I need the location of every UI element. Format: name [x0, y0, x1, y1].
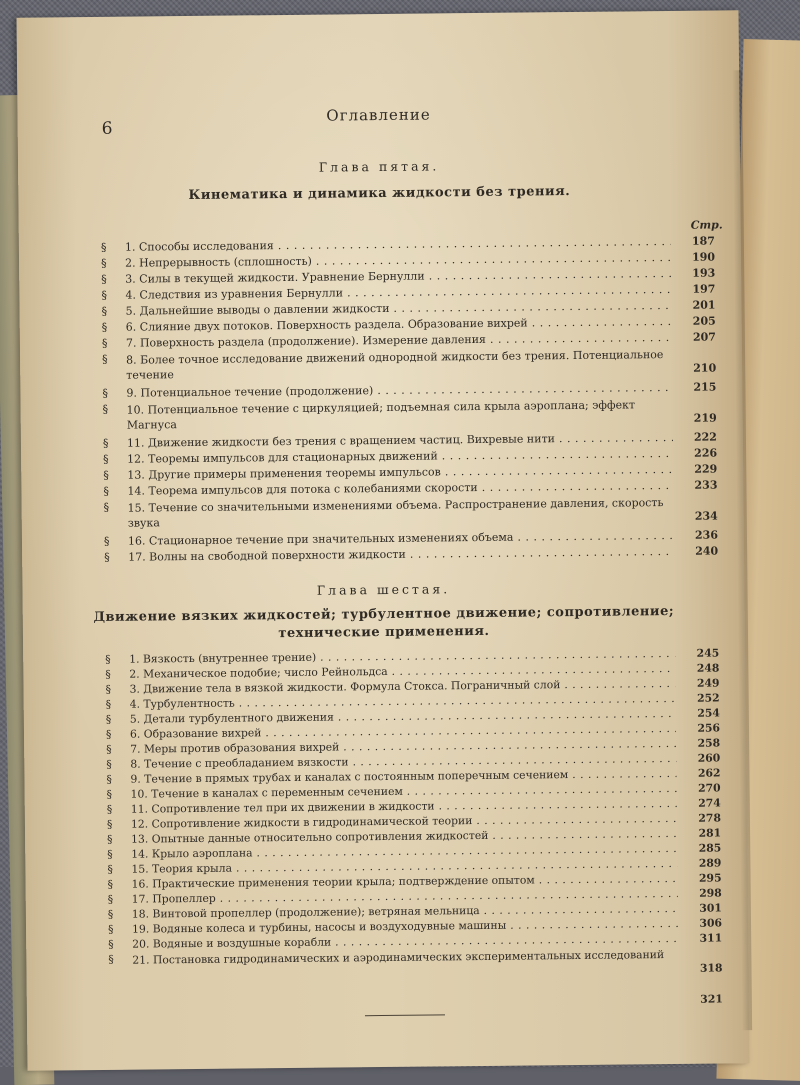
section-sign: §: [108, 937, 114, 951]
section-sign: §: [108, 952, 114, 966]
toc-entry-page: 215: [693, 380, 717, 394]
toc-entry-page: 236: [694, 528, 719, 542]
section-sign: §: [107, 847, 113, 861]
toc-entry-text: 18. Винтовой пропеллер (продолжение); ветряная мельница . . .: [132, 902, 678, 922]
chapter6-title-line1: Движение вязких жидкостей; турбулентное движение; сопротивление;: [93, 603, 675, 626]
toc-entry-text: 6. Образование вихрей . . .: [130, 722, 676, 742]
toc-entry-page: 258: [697, 736, 721, 750]
toc-entry-text: 17. Волны на свободной поверхности жидкости . . .: [128, 545, 674, 565]
toc-entry-text: 8. Более точное исследование движений однородной жидкости без трения. Потенциальное течение: [126, 348, 664, 382]
section-sign: §: [103, 452, 109, 466]
toc-entry-page: 274: [698, 796, 721, 810]
section-sign: §: [106, 757, 112, 771]
toc-entry-page: 190: [692, 250, 716, 264]
section-sign: §: [107, 832, 113, 846]
section-sign: §: [105, 667, 111, 681]
toc-entry-text: 13. Опытные данные относительно сопротивления жидкостей . . .: [131, 827, 677, 847]
running-head: Оглавление: [326, 105, 431, 125]
toc-entry-page: 219: [693, 411, 717, 425]
toc-entry-text: 15. Течение со значительными изменениями объема. Распространение давления, скорость звука: [127, 496, 664, 530]
toc-entry-page: 245: [696, 646, 720, 660]
chapter5-title: Кинематика и динамика жидкости без трения.: [188, 184, 571, 204]
toc-entry-page: 248: [696, 661, 720, 675]
toc-entry-text: 7. Поверхность раздела (продолжение). Измерение давления . . .: [126, 331, 672, 351]
section-sign: §: [106, 802, 113, 816]
toc-entry-page: 197: [692, 282, 716, 296]
toc-entry-page: 187: [691, 234, 715, 248]
toc-entry-page: 207: [692, 330, 716, 344]
toc-entry-page: 222: [693, 430, 718, 444]
toc-entry-text: 2. Механическое подобие; число Рейнольдса . . .: [129, 662, 675, 682]
chapter6-title-line2: технические применения.: [278, 623, 490, 642]
section-sign: §: [100, 240, 107, 254]
toc-entry-text: 3. Движение тела в вязкой жидкости. Формула Стокса. Пограничный слой . . .: [129, 677, 675, 697]
section-sign: §: [105, 727, 112, 741]
toc-entry-text: 10. Течение в каналах с переменным сечением . . .: [131, 782, 677, 802]
toc-entry-page: 301: [699, 901, 722, 915]
toc-entry-text: 11. Сопротивление тел при их движении в жидкости . . .: [131, 797, 677, 817]
toc-entry-page: 256: [697, 721, 721, 735]
toc-entry-text: 4. Турбулентность . . .: [130, 692, 676, 712]
page-number: 6: [101, 118, 113, 139]
section-sign: §: [105, 652, 111, 666]
toc-final-page: 321: [700, 992, 723, 1006]
section-sign: §: [102, 386, 109, 400]
toc-entry-page: 201: [692, 298, 716, 312]
toc-entry-text: 16. Практические применения теории крыла; подтверждение опытом . . .: [132, 872, 678, 892]
toc-entry-page: 234: [694, 509, 718, 523]
section-sign: §: [107, 892, 114, 906]
section-sign: §: [107, 877, 114, 891]
toc-entry-text: 3. Силы в текущей жидкости. Уравнение Бернулли . . .: [125, 267, 671, 287]
toc-entry-page: 210: [693, 361, 717, 375]
toc-entry-text: 17. Пропеллер . . .: [132, 887, 678, 907]
toc-entry-text: 13. Другие примеры применения теоремы импульсов . . .: [127, 463, 673, 483]
toc-entry: [108, 946, 722, 982]
section-sign: §: [106, 817, 113, 831]
toc-entry-text: 12. Теоремы импульсов для стационарных движений . . .: [127, 447, 673, 467]
section-sign: §: [104, 550, 110, 564]
toc-entry-page: 193: [692, 266, 716, 280]
toc-entry-page: 270: [697, 781, 721, 795]
toc-entry-page: 260: [697, 751, 721, 765]
section-sign: §: [101, 256, 107, 270]
section-sign: §: [101, 304, 108, 318]
section-sign: §: [107, 862, 113, 876]
toc-entry-text: 8. Течение с преобладанием вязкости . . .: [130, 752, 676, 772]
toc-entry-text: 1. Способы исследования . . .: [125, 235, 671, 255]
section-sign: §: [103, 484, 110, 498]
toc-entry-page: 298: [699, 886, 722, 900]
chapter6-toc: [17, 10, 750, 1071]
section-sign: §: [106, 787, 113, 801]
section-sign: §: [107, 922, 114, 936]
section-sign: §: [103, 468, 109, 482]
toc-entry-page: 229: [694, 462, 718, 476]
toc-entry-text: 10. Потенциальное течение с циркуляцией; подъемная сила крыла аэроплана; эффект Магнуса: [126, 398, 636, 432]
section-sign: §: [103, 500, 110, 514]
toc-entry-text: 6. Слияние двух потоков. Поверхность раздела. Образование вихрей . . .: [126, 315, 672, 335]
section-sign: §: [103, 534, 110, 548]
toc-entry-text: 21. Постановка гидродинамических и аэродинамических экспериментальных исследований: [132, 948, 665, 967]
section-sign: §: [106, 742, 112, 756]
page-column-label: Стр.: [690, 218, 723, 232]
toc-entry-text: 4. Следствия из уравнения Бернулли . . .: [125, 283, 671, 303]
chapter5-heading: Глава пятая.: [318, 158, 440, 175]
toc-entry-text: 15. Теория крыла . . .: [131, 857, 677, 877]
toc-entry-text: 7. Меры против образования вихрей . . .: [130, 737, 676, 757]
section-sign: §: [102, 402, 109, 416]
section-sign: §: [105, 697, 112, 711]
toc-entry-page: 262: [697, 766, 721, 780]
toc-entry-page: 252: [697, 691, 720, 705]
toc-entry-text: 16. Стационарное течение при значительных изменениях объема . . .: [128, 529, 674, 549]
toc-entry-page: 278: [698, 811, 721, 825]
section-sign: §: [105, 682, 112, 696]
toc-entry-page: 289: [698, 856, 722, 870]
toc-entry-page: 240: [695, 544, 719, 558]
toc-entry-page: 318: [699, 961, 723, 975]
toc-entry-text: 5. Детали турбулентного движения . . .: [130, 707, 676, 727]
toc-entry-page: 249: [696, 676, 720, 690]
toc-entry-page: 226: [694, 446, 718, 460]
toc-entry-page: 285: [698, 841, 722, 855]
toc-entry-page: 205: [692, 314, 716, 328]
toc-entry-page: 306: [699, 916, 723, 930]
toc-entry-text: 14. Крыло аэроплана . . .: [131, 842, 677, 862]
book-page: [17, 10, 750, 1071]
toc-entry-page: 254: [697, 706, 720, 720]
chapter6-heading: Глава шестая.: [316, 581, 451, 598]
section-sign: §: [102, 352, 108, 366]
toc-entry-page: 233: [694, 478, 718, 492]
toc-entry-page: 311: [699, 931, 723, 945]
toc-entry-text: 2. Непрерывность (сплошность) . . .: [125, 251, 671, 271]
section-sign: §: [105, 712, 112, 726]
toc-entry-text: 20. Водяные и воздушные корабли . . .: [132, 932, 678, 952]
section-sign: §: [102, 436, 109, 450]
toc-entry-text: 1. Вязкость (внутреннее трение) . . .: [129, 647, 675, 667]
toc-entry-page: 295: [698, 871, 722, 885]
toc-final-entry: [109, 992, 723, 1012]
toc-entry-text: 5. Дальнейшие выводы о давлении жидкости . . .: [126, 299, 672, 319]
toc-entry-text: 11. Движение жидкости без трения с вращением частиц. Вихревые нити . . .: [127, 431, 673, 451]
section-sign: §: [101, 272, 107, 286]
toc-entry-text: 19. Водяные колеса и турбины, насосы и воздуходувные машины . . .: [132, 917, 678, 937]
section-sign: §: [107, 907, 114, 921]
section-sign: §: [101, 336, 108, 350]
toc-entry-text: 9. Течение в прямых трубах и каналах с постоянным поперечным сечением . . .: [130, 767, 676, 787]
toc-entry-text: 14. Теорема импульсов для потока с колебаниями скорости . . .: [127, 479, 673, 499]
toc-entry-text: 12. Сопротивление жидкости в гидродинамической теории . . .: [131, 812, 677, 832]
section-sign: §: [101, 288, 107, 302]
section-sign: §: [106, 772, 112, 786]
section-sign: §: [101, 320, 108, 334]
toc-entry-page: 281: [698, 826, 722, 840]
toc-entry-text: 9. Потенциальное течение (продолжение) . . .: [126, 381, 672, 401]
